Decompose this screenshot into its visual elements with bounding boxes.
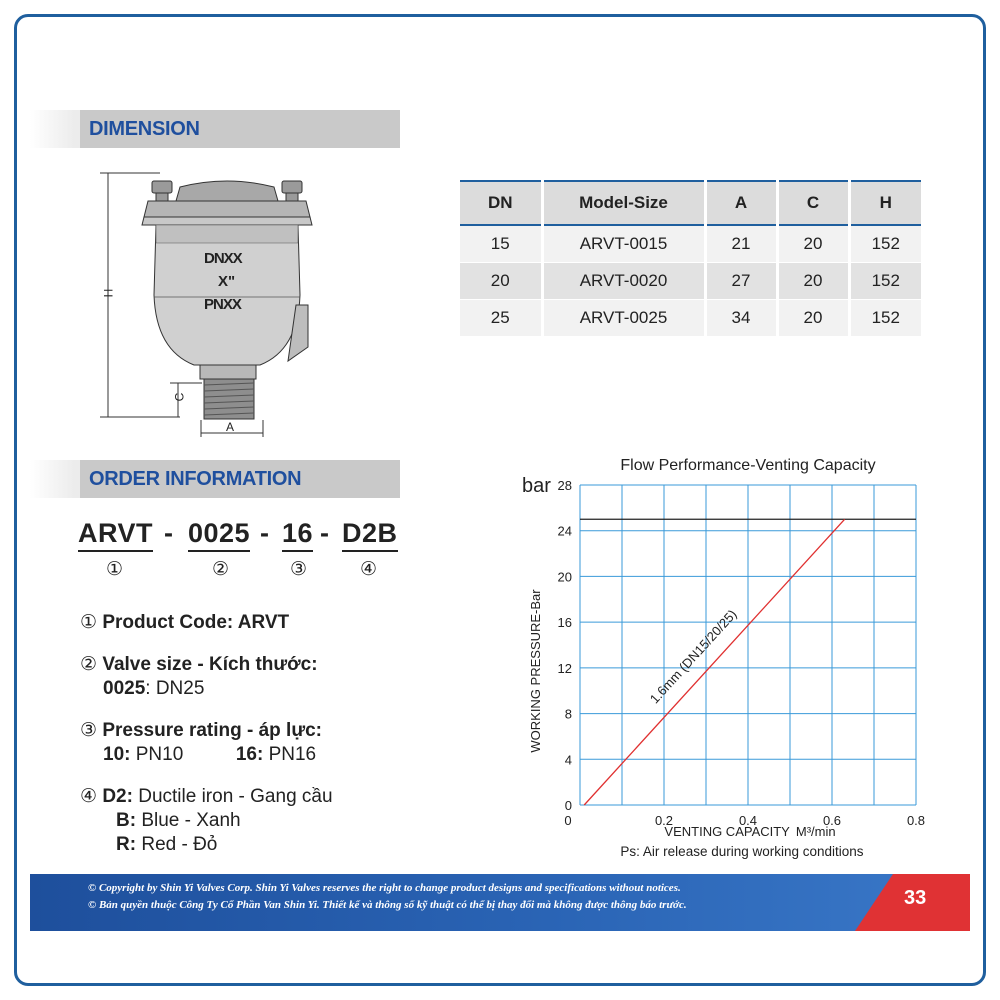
- table-cell: 25: [460, 299, 542, 336]
- chart-y-axis-label: WORKING PRESSURE-Bar: [528, 589, 543, 753]
- info-value: PN10: [130, 744, 184, 765]
- chart-y-tick-label: 28: [557, 478, 572, 493]
- valve-text-dn: DNXX: [204, 250, 242, 267]
- info-code: 10:: [103, 744, 131, 765]
- table-cell: ARVT-0015: [542, 225, 705, 262]
- info-marker: ①: [80, 612, 98, 633]
- chart-y-tick-label: 16: [557, 615, 572, 631]
- chart-series-line: [584, 519, 844, 805]
- page-number: 33: [904, 887, 927, 909]
- info-code: 0025: [103, 678, 146, 699]
- chart-x-tick-label: 0: [564, 813, 572, 828]
- code-dash: -: [260, 518, 269, 548]
- code-pressure: 16: [282, 516, 313, 552]
- code-size: 0025: [188, 516, 250, 552]
- code-marker-2: ②: [212, 559, 230, 580]
- chart-x-tick-label: 0.4: [738, 813, 758, 828]
- table-cell: 20: [777, 225, 849, 262]
- footer-copyright-vi: © Bản quyền thuộc Công Ty Cổ Phần Van Shin Yi. Thiết kế và thông số kỹ thuật có thể bị thay đổi mà không được thông báo trước.: [88, 899, 687, 911]
- code-dash: -: [164, 518, 173, 548]
- dimension-label-a: A: [226, 420, 235, 434]
- info-material: [80, 785, 333, 857]
- code-product: ARVT: [78, 516, 153, 552]
- table-cell: 34: [705, 299, 777, 336]
- chart-x-tick-label: 0.8: [906, 813, 926, 828]
- code-dash: -: [320, 518, 329, 548]
- table-header: C: [777, 181, 849, 225]
- table-header: DN: [460, 181, 542, 225]
- info-value: Blue - Xanh: [136, 810, 241, 831]
- info-marker: ④: [80, 786, 98, 807]
- code-marker-3: ③: [290, 559, 308, 580]
- chart-y-tick-label: 20: [557, 569, 572, 585]
- table-header: H: [849, 181, 921, 225]
- code-material: D2B: [342, 516, 398, 552]
- footer-copyright-en: © Copyright by Shin Yi Valves Corp. Shin Yi Valves reserves the right to change product designs and specifications without notices.: [88, 882, 681, 894]
- table-row: [460, 225, 921, 262]
- table-row: [460, 299, 921, 336]
- table-cell: 21: [705, 225, 777, 262]
- valve-text-size: X": [218, 273, 236, 290]
- dimension-label-c: C: [172, 392, 187, 402]
- valve-text-pn: PNXX: [204, 296, 241, 313]
- table-cell: ARVT-0020: [542, 262, 705, 299]
- info-code: D2:: [102, 786, 133, 807]
- info-label: Pressure rating - áp lực:: [102, 720, 322, 741]
- info-label: Product Code: ARVT: [102, 612, 290, 633]
- chart-x-axis-label: VENTING CAPACITY M³/min: [664, 824, 836, 839]
- info-valve-size: [80, 653, 318, 701]
- chart-grid: [580, 485, 916, 805]
- chart-x-tick-label: 0.6: [822, 813, 842, 828]
- code-marker-1: ①: [106, 559, 124, 580]
- table-cell: 152: [849, 225, 921, 262]
- table-cell: 20: [777, 262, 849, 299]
- table-header-row: [460, 181, 921, 225]
- table-header: A: [705, 181, 777, 225]
- info-marker: ②: [80, 654, 98, 675]
- info-value: : DN25: [145, 678, 205, 699]
- info-product-code: [80, 611, 289, 635]
- venting-capacity-chart: [500, 445, 940, 865]
- table-header: Model-Size: [542, 181, 705, 225]
- dimension-table: [460, 180, 921, 337]
- info-marker: ③: [80, 720, 98, 741]
- table-cell: 20: [777, 299, 849, 336]
- chart-y-tick-label: 4: [564, 752, 572, 768]
- info-code: 16:: [235, 744, 264, 765]
- chart-series: [584, 519, 844, 805]
- table-cell: 152: [849, 299, 921, 336]
- info-value: Ductile iron - Gang cầu: [132, 786, 333, 807]
- chart-y-tick-label: 8: [564, 706, 572, 722]
- order-title: ORDER INFORMATION: [80, 460, 400, 498]
- chart-y-tick-label: 0: [564, 798, 572, 813]
- chart-x-tick-label: 0.2: [654, 813, 674, 828]
- table-cell: 15: [460, 225, 542, 262]
- info-code: B:: [116, 810, 137, 831]
- info-value: Red - Đỏ: [136, 834, 218, 855]
- chart-y-tick-label: 24: [557, 523, 572, 539]
- table-cell: 20: [460, 262, 542, 299]
- code-marker-4: ④: [360, 559, 378, 580]
- chart-title: Flow Performance-Venting Capacity: [620, 457, 876, 474]
- chart-x-axis-unit: M³/min: [795, 824, 836, 839]
- chart-y-tick-label: 12: [557, 660, 572, 676]
- table-row: [460, 262, 921, 299]
- table-cell: 27: [705, 262, 777, 299]
- info-code: R:: [116, 834, 137, 855]
- chart-note: Ps: Air release during working conditions: [620, 844, 864, 859]
- info-value: PN16: [263, 744, 317, 765]
- table-cell: ARVT-0025: [542, 299, 705, 336]
- table-cell: 152: [849, 262, 921, 299]
- dimension-title: DIMENSION: [80, 110, 400, 148]
- info-pressure: [80, 719, 322, 767]
- chart-unit-label: bar: [522, 475, 551, 497]
- chart-series-label: 1.6mm (DN15/20/25): [646, 606, 740, 707]
- info-label: Valve size - Kích thước:: [102, 654, 318, 675]
- dimension-label-h: H: [101, 288, 116, 298]
